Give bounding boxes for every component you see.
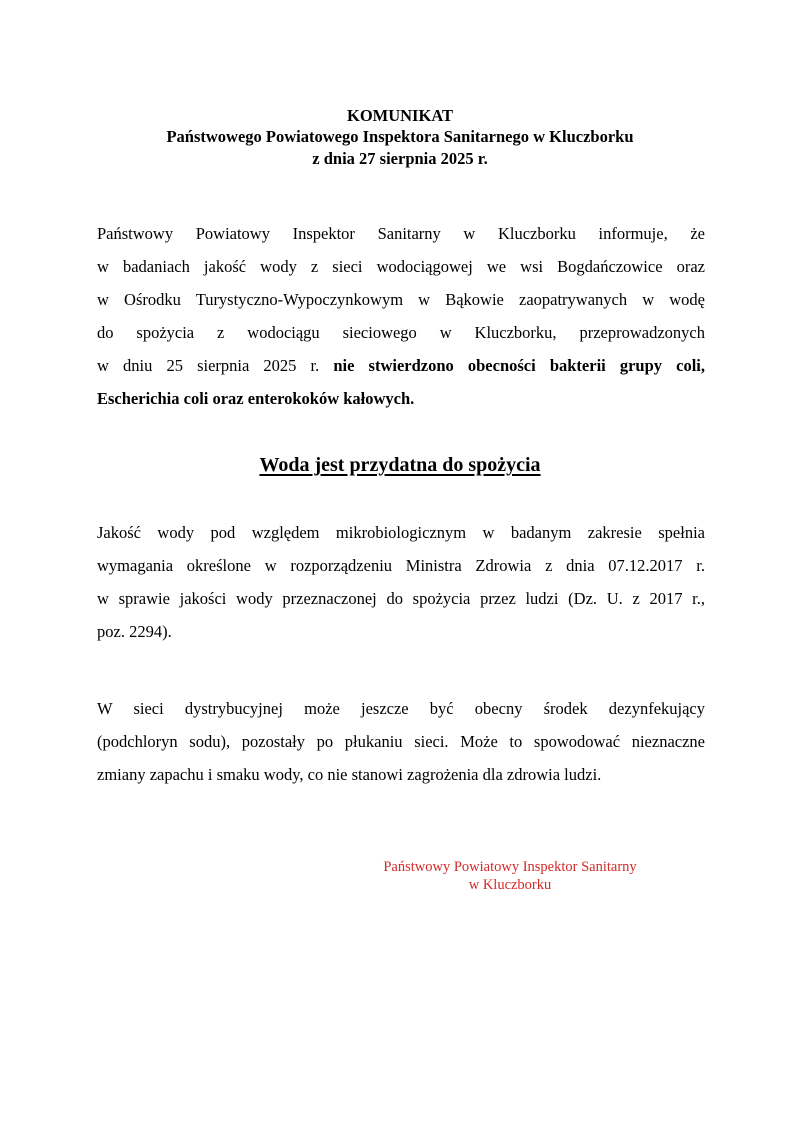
paragraph-line: W sieci dystrybucyjnej może jeszcze być obecny środek dezynfekujący bbox=[97, 699, 705, 718]
paragraph-line-mixed bbox=[97, 349, 705, 382]
test-date-text: w dniu 25 sierpnia 2025 r. bbox=[97, 356, 320, 375]
paragraph-line: (podchloryn sodu), pozostały po płukaniu sieci. Może to spowodować nieznaczne bbox=[97, 732, 705, 751]
paragraph-disinfectant bbox=[97, 692, 705, 791]
headline bbox=[0, 451, 800, 479]
paragraph-line: w badaniach jakość wody z sieci wodociągowej we wsi Bogdańczowice oraz bbox=[97, 257, 705, 276]
document-authority: Państwowego Powiatowego Inspektora Sanitarnego w Kluczborku bbox=[166, 127, 634, 146]
paragraph-line: do spożycia z wodociągu sieciowego w Kluczborku, przeprowadzonych bbox=[97, 323, 705, 342]
document-title: KOMUNIKAT bbox=[346, 106, 454, 125]
headline-text: Woda jest przydatna do spożycia bbox=[259, 454, 541, 476]
paragraph-line: w sprawie jakości wody przeznaczonej do spożycia przez ludzi (Dz. U. z 2017 r., bbox=[97, 589, 705, 608]
document-date: z dnia 27 sierpnia 2025 r. bbox=[312, 149, 488, 168]
paragraph-line: Państwowy Powiatowy Inspektor Sanitarny w Kluczborku informuje, że bbox=[97, 224, 705, 243]
result-bold-text: Escherichia coli oraz enterokoków kałowych. bbox=[97, 389, 415, 408]
signature-location: w Kluczborku bbox=[468, 877, 552, 893]
paragraph-findings bbox=[97, 217, 705, 415]
signature-title: Państwowy Powiatowy Inspektor Sanitarny bbox=[383, 859, 637, 875]
paragraph-line: wymagania określone w rozporządzeniu Ministra Zdrowia z dnia 07.12.2017 r. bbox=[97, 556, 705, 575]
signature-block bbox=[360, 858, 660, 894]
result-bold-text: nie stwierdzono obecności bakterii grupy coli, bbox=[333, 356, 705, 375]
paragraph-line: zmiany zapachu i smaku wody, co nie stanowi zagrożenia dla zdrowia ludzi. bbox=[97, 765, 602, 784]
paragraph-line: w Ośrodku Turystyczno-Wypoczynkowym w Bąkowie zaopatrywanych w wodę bbox=[97, 290, 705, 309]
paragraph-line: poz. 2294). bbox=[97, 622, 172, 641]
paragraph-compliance bbox=[97, 516, 705, 648]
paragraph-line: Jakość wody pod względem mikrobiologicznym w badanym zakresie spełnia bbox=[97, 523, 705, 542]
